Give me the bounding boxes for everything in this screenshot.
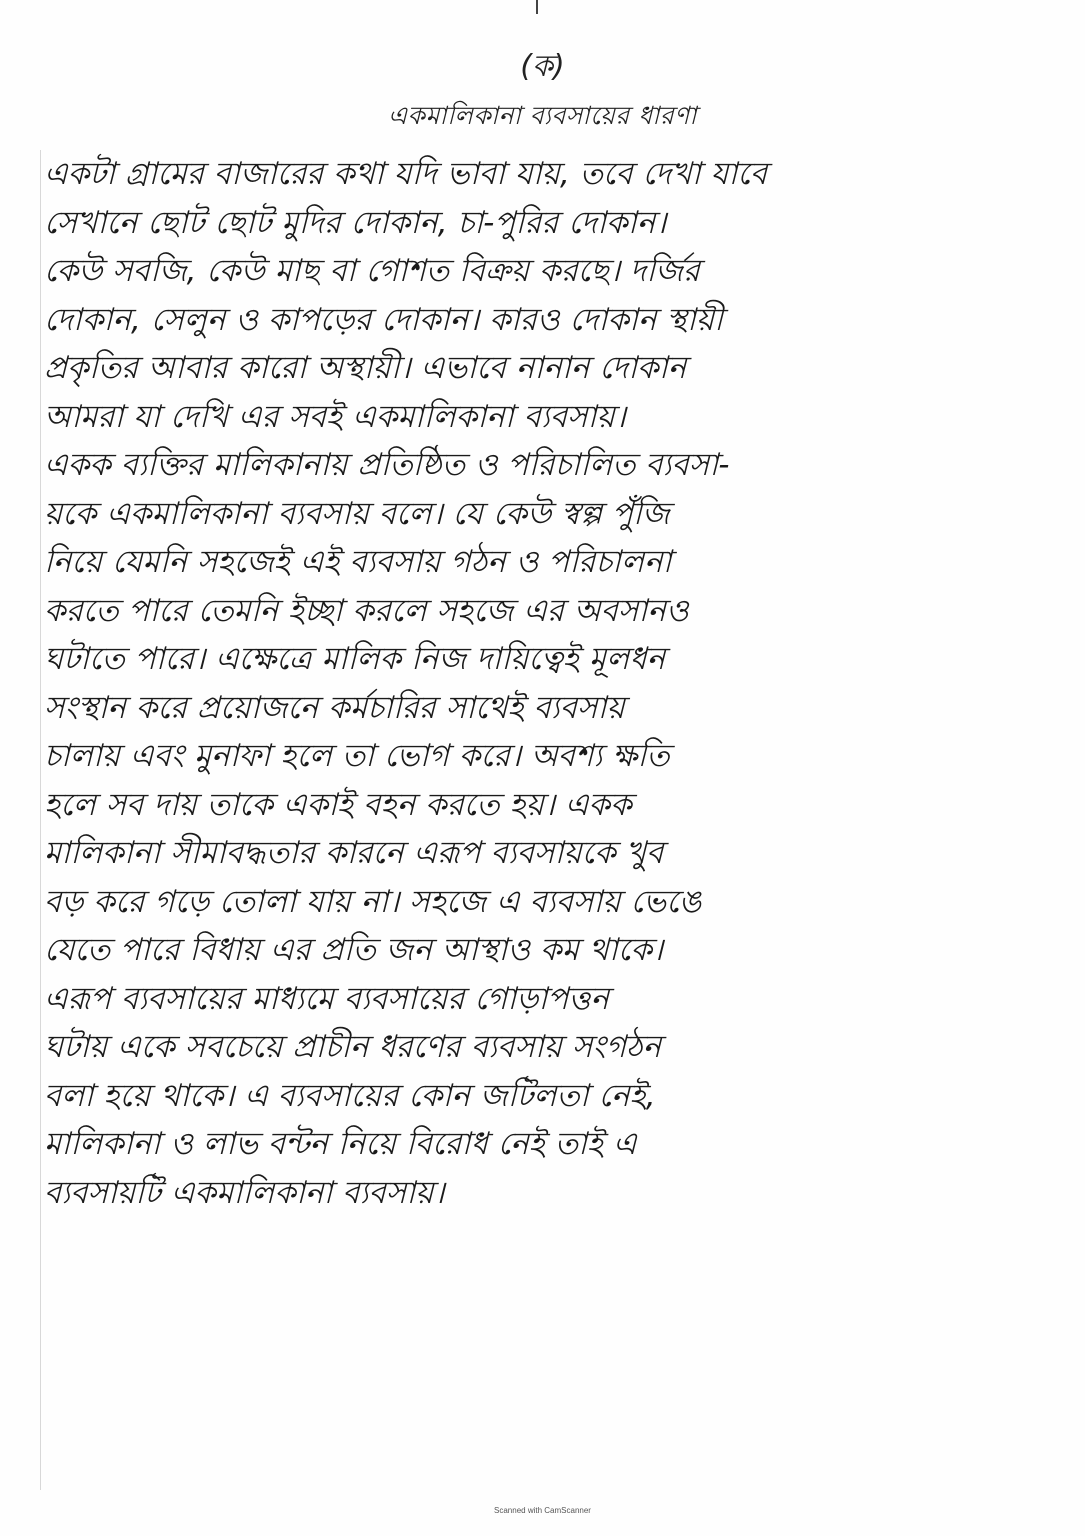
- text-line: ব্যবসায়টি একমালিকানা ব্যবসায়।: [44, 1174, 445, 1211]
- text-line: করতে পারে তেমনি ইচ্ছা করলে সহজে এর অবসানও: [44, 592, 689, 629]
- text-line: কেউ সবজি, কেউ মাছ বা গোশত বিক্রয় করছে। দর্জির: [44, 253, 700, 289]
- page-title: একমালিকানা ব্যবসায়ের ধারণা: [388, 101, 697, 130]
- text-line: বড় করে গড়ে তোলা যায় না। সহজে এ ব্যবসায় ভেঙে: [44, 883, 702, 920]
- text-line: যেতে পারে বিধায় এর প্রতি জন আস্থাও কম থাকে।: [44, 932, 664, 968]
- section-label: (ক): [520, 49, 565, 84]
- text-line: মালিকানা ও লাভ বন্টন নিয়ে বিরোধ নেই তাই এ: [44, 1126, 637, 1162]
- scanner-watermark: Scanned with CamScanner: [494, 1506, 591, 1515]
- text-line: প্রকৃতির আবার কারো অস্থায়ী। এভাবে নানান দোকান: [44, 350, 687, 386]
- text-line: নিয়ে যেমনি সহজেই এই ব্যবসায় গঠন ও পরিচালনা: [44, 544, 672, 580]
- text-line: এরূপ ব্যবসায়ের মাধ্যমে ব্যবসায়ের গোড়াপত্তন: [44, 980, 610, 1017]
- handwritten-paragraph: [44, 150, 1034, 1217]
- top-edge-mark: [536, 0, 538, 14]
- text-line: ঘটাতে পারে। এক্ষেত্রে মালিক নিজ দায়িত্বেই মূলধন: [44, 641, 666, 677]
- text-line: একক ব্যক্তির মালিকানায় প্রতিষ্ঠিত ও পরিচালিত ব্যবসা-: [44, 447, 730, 483]
- text-line: দোকান, সেলুন ও কাপড়ের দোকান। কারও দোকান স্থায়ী: [44, 301, 724, 338]
- text-line: মালিকানা সীমাবদ্ধতার কারনে এরূপ ব্যবসায়কে খুব: [44, 835, 664, 871]
- text-line: বলা হয়ে থাকে। এ ব্যবসায়ের কোন জটিলতা নেই,: [44, 1077, 656, 1114]
- text-line: য়কে একমালিকানা ব্যবসায় বলে। যে কেউ স্বল্প পুঁজি: [44, 495, 670, 532]
- text-line: চালায় এবং মুনাফা হলে তা ভোগ করে। অবশ্য ক্ষতি: [44, 738, 670, 774]
- text-line: সেখানে ছোট ছোট মুদির দোকান, চা-পুরির দোকান।: [44, 204, 667, 241]
- text-line: সংস্থান করে প্রয়োজনে কর্মচারির সাথেই ব্যবসায়: [44, 689, 625, 726]
- text-line: হলে সব দায় তাকে একাই বহন করতে হয়। একক: [44, 786, 632, 823]
- text-line: একটা গ্রামের বাজারের কথা যদি ভাবা যায়, তবে দেখা যাবে: [44, 156, 768, 192]
- page-margin-line: [40, 150, 41, 1490]
- text-line: ঘটায় একে সবচেয়ে প্রাচীন ধরণের ব্যবসায় সংগঠন: [44, 1029, 662, 1065]
- text-line: আমরা যা দেখি এর সবই একমালিকানা ব্যবসায়।: [44, 398, 626, 435]
